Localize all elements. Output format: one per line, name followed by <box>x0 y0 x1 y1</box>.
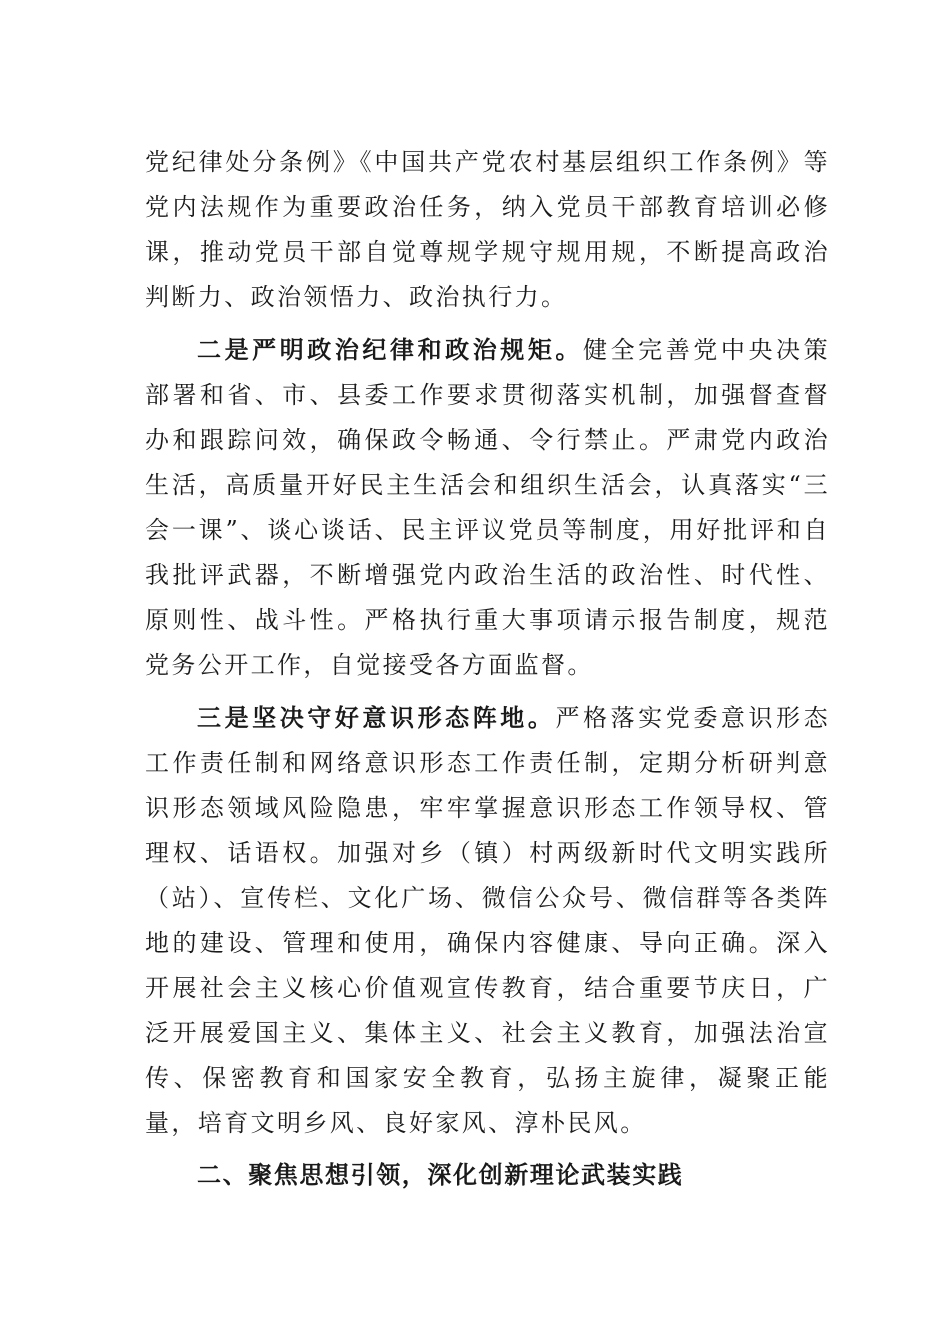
document-body <box>145 140 830 1198</box>
paragraph-ideology-position <box>145 695 830 1146</box>
paragraph-text: 党纪律处分条例》《中国共产党农村基层组织工作条例》等党内法规作为重要政治任务，纳入党员干部教育培训必修课，推动党员干部自觉尊规学规守规用规，不断提高政治判断力、政治领悟力、政治执行力。 <box>145 148 830 311</box>
paragraph-text: 严格落实党委意识形态工作责任制和网络意识形态工作责任制，定期分析研判意识形态领域风险隐患，牢牢掌握意识形态工作领导权、管理权、话语权。加强对乡（镇）村两级新时代文明实践所（站）、宣传栏、文化广场、微信公众号、微信群等各类阵地的建设、管理和使用，确保内容健康、导向正确。深入开展社会主义核心价值观宣传教育，结合重要节庆日，广泛开展爱国主义、集体主义、社会主义教育，加强法治宣传、保密教育和国家安全教育，弘扬主旋律，凝聚正能量，培育文明乡风、良好家风、淳朴民风。 <box>145 704 831 1137</box>
paragraph-text: 健全完善党中央决策部署和省、市、县委工作要求贯彻落实机制，加强督查督办和跟踪问效，确保政令畅通、令行禁止。严肃党内政治生活，高质量开好民主生活会和组织生活会，认真落实“三会一课”、谈心谈话、民主评议党员等制度，用好批评和自我批评武器，不断增强党内政治生活的政治性、时代性、原则性、战斗性。严格执行重大事项请示报告制度，规范党务公开工作，自觉接受各方面监督。 <box>145 336 830 679</box>
paragraph-continuation <box>145 140 830 320</box>
paragraph-political-discipline <box>145 327 830 688</box>
section-heading: 二、聚焦思想引领，深化创新理论武装实践 <box>197 1161 684 1189</box>
paragraph-lead: 二是严明政治纪律和政治规矩。 <box>197 335 584 364</box>
paragraph-lead: 三是坚决守好意识形态阵地。 <box>197 703 556 732</box>
